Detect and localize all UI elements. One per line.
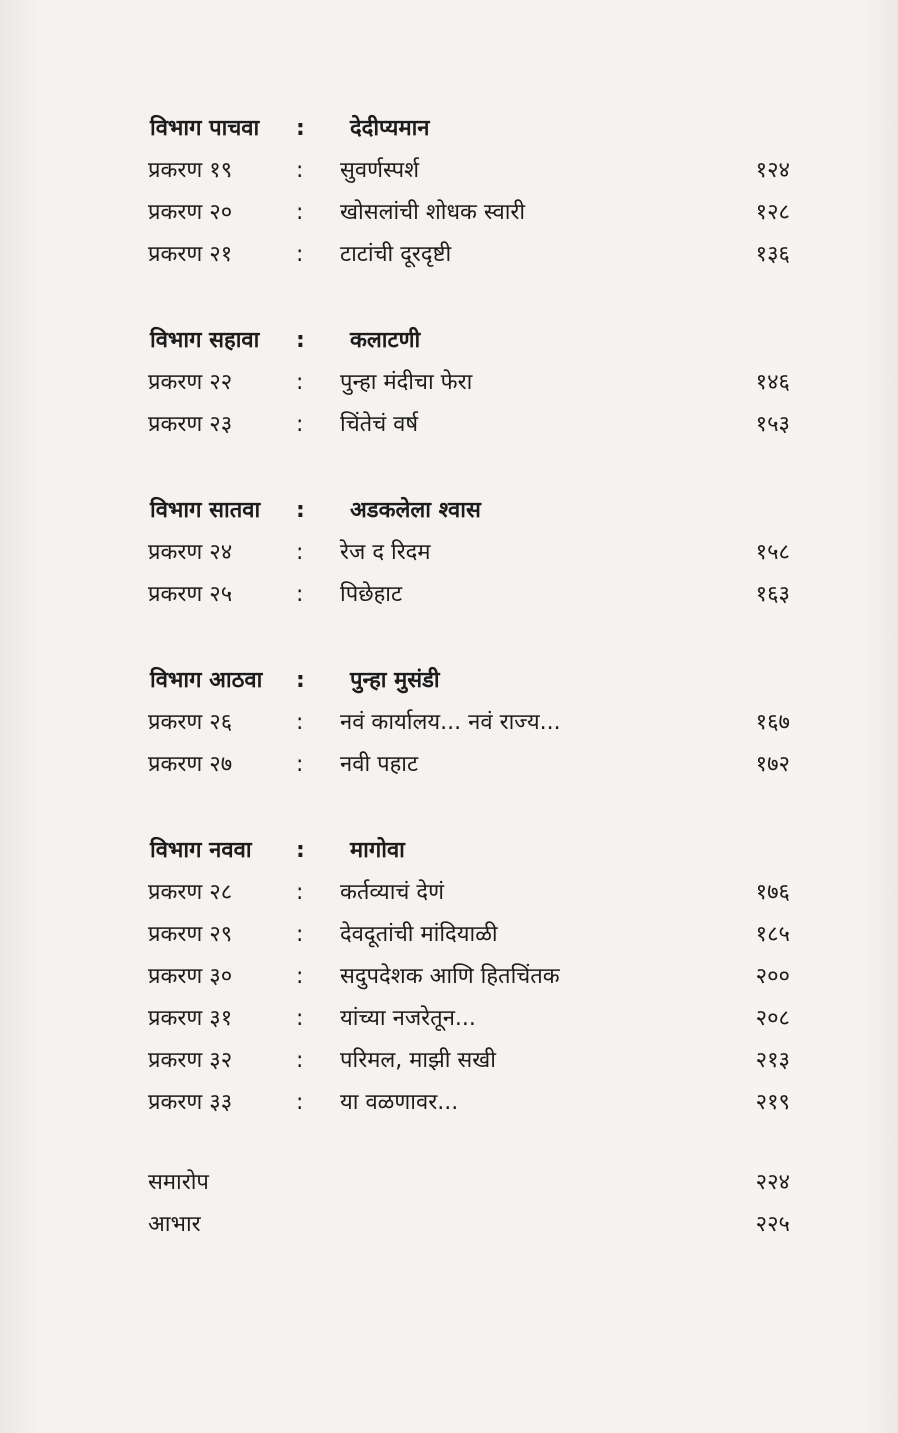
- section-6: [148, 320, 798, 446]
- back-matter-page-number: २२४: [755, 1170, 790, 1195]
- chapter-title: सदुपदेशक आणि हितचिंतक: [340, 964, 560, 989]
- chapter-title: परिमल, माझी सखी: [340, 1048, 496, 1073]
- chapter-page-number: १५८: [755, 540, 790, 565]
- section-colon: :: [296, 116, 305, 141]
- back-matter: [148, 1162, 798, 1246]
- chapter-label: प्रकरण २७: [148, 752, 233, 777]
- chapter-title: पिछेहाट: [340, 582, 403, 607]
- section-label: विभाग सहावा: [150, 328, 260, 353]
- section-title: पुन्हा मुसंडी: [350, 668, 440, 693]
- section-heading: [148, 490, 798, 532]
- chapter-row: [148, 702, 798, 744]
- chapter-colon: :: [296, 880, 304, 905]
- section-7: [148, 490, 798, 616]
- chapter-label: प्रकरण २८: [148, 880, 233, 905]
- chapter-colon: :: [296, 1006, 304, 1031]
- section-colon: :: [296, 668, 305, 693]
- chapter-title: नवं कार्यालय... नवं राज्य...: [340, 710, 561, 735]
- chapter-page-number: १५३: [755, 412, 790, 437]
- section-5: [148, 108, 798, 276]
- chapter-label: प्रकरण २९: [148, 922, 233, 947]
- chapter-title: सुवर्णस्पर्श: [340, 158, 420, 183]
- chapter-title: चिंतेचं वर्ष: [340, 412, 419, 437]
- chapter-colon: :: [296, 752, 304, 777]
- chapter-row: [148, 998, 798, 1040]
- section-heading: [148, 108, 798, 150]
- section-9: [148, 830, 798, 1124]
- chapter-colon: :: [296, 710, 304, 735]
- section-colon: :: [296, 498, 305, 523]
- chapter-row: [148, 234, 798, 276]
- section-label: विभाग सातवा: [150, 498, 261, 523]
- section-title: मागोवा: [350, 838, 405, 863]
- chapter-title: खोसलांची शोधक स्वारी: [340, 200, 526, 225]
- chapter-label: प्रकरण २४: [148, 540, 233, 565]
- chapter-colon: :: [296, 964, 304, 989]
- chapter-row: [148, 192, 798, 234]
- chapter-label: प्रकरण २२: [148, 370, 233, 395]
- chapter-title: या वळणावर...: [340, 1090, 459, 1115]
- chapter-label: प्रकरण ३१: [148, 1006, 233, 1031]
- chapter-label: प्रकरण ३०: [148, 964, 233, 989]
- back-matter-label: समारोप: [148, 1170, 209, 1195]
- chapter-page-number: २००: [755, 964, 790, 989]
- section-colon: :: [296, 838, 305, 863]
- section-label: विभाग आठवा: [150, 668, 263, 693]
- chapter-row: [148, 150, 798, 192]
- section-colon: :: [296, 328, 305, 353]
- chapter-row: [148, 532, 798, 574]
- chapter-row: [148, 1082, 798, 1124]
- chapter-row: [148, 872, 798, 914]
- chapter-row: [148, 956, 798, 998]
- chapter-label: प्रकरण ३२: [148, 1048, 233, 1073]
- chapter-title: रेज द रिदम: [340, 540, 431, 565]
- back-matter-label: आभार: [148, 1212, 201, 1237]
- chapter-row: [148, 574, 798, 616]
- chapter-label: प्रकरण २६: [148, 710, 233, 735]
- chapter-label: प्रकरण १९: [148, 158, 233, 183]
- section-title: देदीप्यमान: [350, 116, 430, 141]
- section-title: अडकलेला श्‍वास: [350, 498, 481, 523]
- chapter-label: प्रकरण २०: [148, 200, 233, 225]
- section-label: विभाग पाचवा: [150, 116, 260, 141]
- back-matter-row: [148, 1204, 798, 1246]
- chapter-colon: :: [296, 242, 304, 267]
- chapter-title: नवी पहाट: [340, 752, 419, 777]
- section-title: कलाटणी: [350, 328, 421, 353]
- chapter-colon: :: [296, 412, 304, 437]
- chapter-colon: :: [296, 370, 304, 395]
- chapter-colon: :: [296, 922, 304, 947]
- chapter-colon: :: [296, 1090, 304, 1115]
- chapter-page-number: २१९: [755, 1090, 790, 1115]
- section-heading: [148, 830, 798, 872]
- chapter-title: पुन्हा मंदीचा फेरा: [340, 370, 473, 395]
- chapter-colon: :: [296, 582, 304, 607]
- chapter-page-number: १३६: [755, 242, 790, 267]
- chapter-label: प्रकरण २१: [148, 242, 233, 267]
- chapter-colon: :: [296, 158, 304, 183]
- chapter-row: [148, 404, 798, 446]
- chapter-page-number: १६७: [755, 710, 790, 735]
- section-8: [148, 660, 798, 786]
- chapter-page-number: २०८: [755, 1006, 790, 1031]
- chapter-page-number: १७६: [755, 880, 790, 905]
- section-heading: [148, 320, 798, 362]
- chapter-row: [148, 362, 798, 404]
- table-of-contents: [148, 108, 798, 1246]
- chapter-title: देवदूतांची मांदियाळी: [340, 922, 498, 947]
- chapter-page-number: २१३: [755, 1048, 790, 1073]
- back-matter-page-number: २२५: [755, 1212, 790, 1237]
- chapter-page-number: १२८: [755, 200, 790, 225]
- chapter-page-number: १६३: [755, 582, 790, 607]
- chapter-row: [148, 744, 798, 786]
- chapter-page-number: १७२: [755, 752, 790, 777]
- chapter-title: टाटांची दूरदृष्टी: [340, 242, 452, 267]
- chapter-label: प्रकरण २५: [148, 582, 233, 607]
- section-heading: [148, 660, 798, 702]
- chapter-row: [148, 1040, 798, 1082]
- chapter-colon: :: [296, 1048, 304, 1073]
- chapter-row: [148, 914, 798, 956]
- chapter-label: प्रकरण २३: [148, 412, 233, 437]
- chapter-label: प्रकरण ३३: [148, 1090, 233, 1115]
- back-matter-row: [148, 1162, 798, 1204]
- chapter-title: यांच्या नजरेतून...: [340, 1006, 476, 1031]
- chapter-colon: :: [296, 540, 304, 565]
- chapter-title: कर्तव्याचं देणं: [340, 880, 444, 905]
- chapter-page-number: १२४: [755, 158, 790, 183]
- section-label: विभाग नववा: [150, 838, 252, 863]
- chapter-page-number: १८५: [755, 922, 790, 947]
- chapter-colon: :: [296, 200, 304, 225]
- chapter-page-number: १४६: [755, 370, 790, 395]
